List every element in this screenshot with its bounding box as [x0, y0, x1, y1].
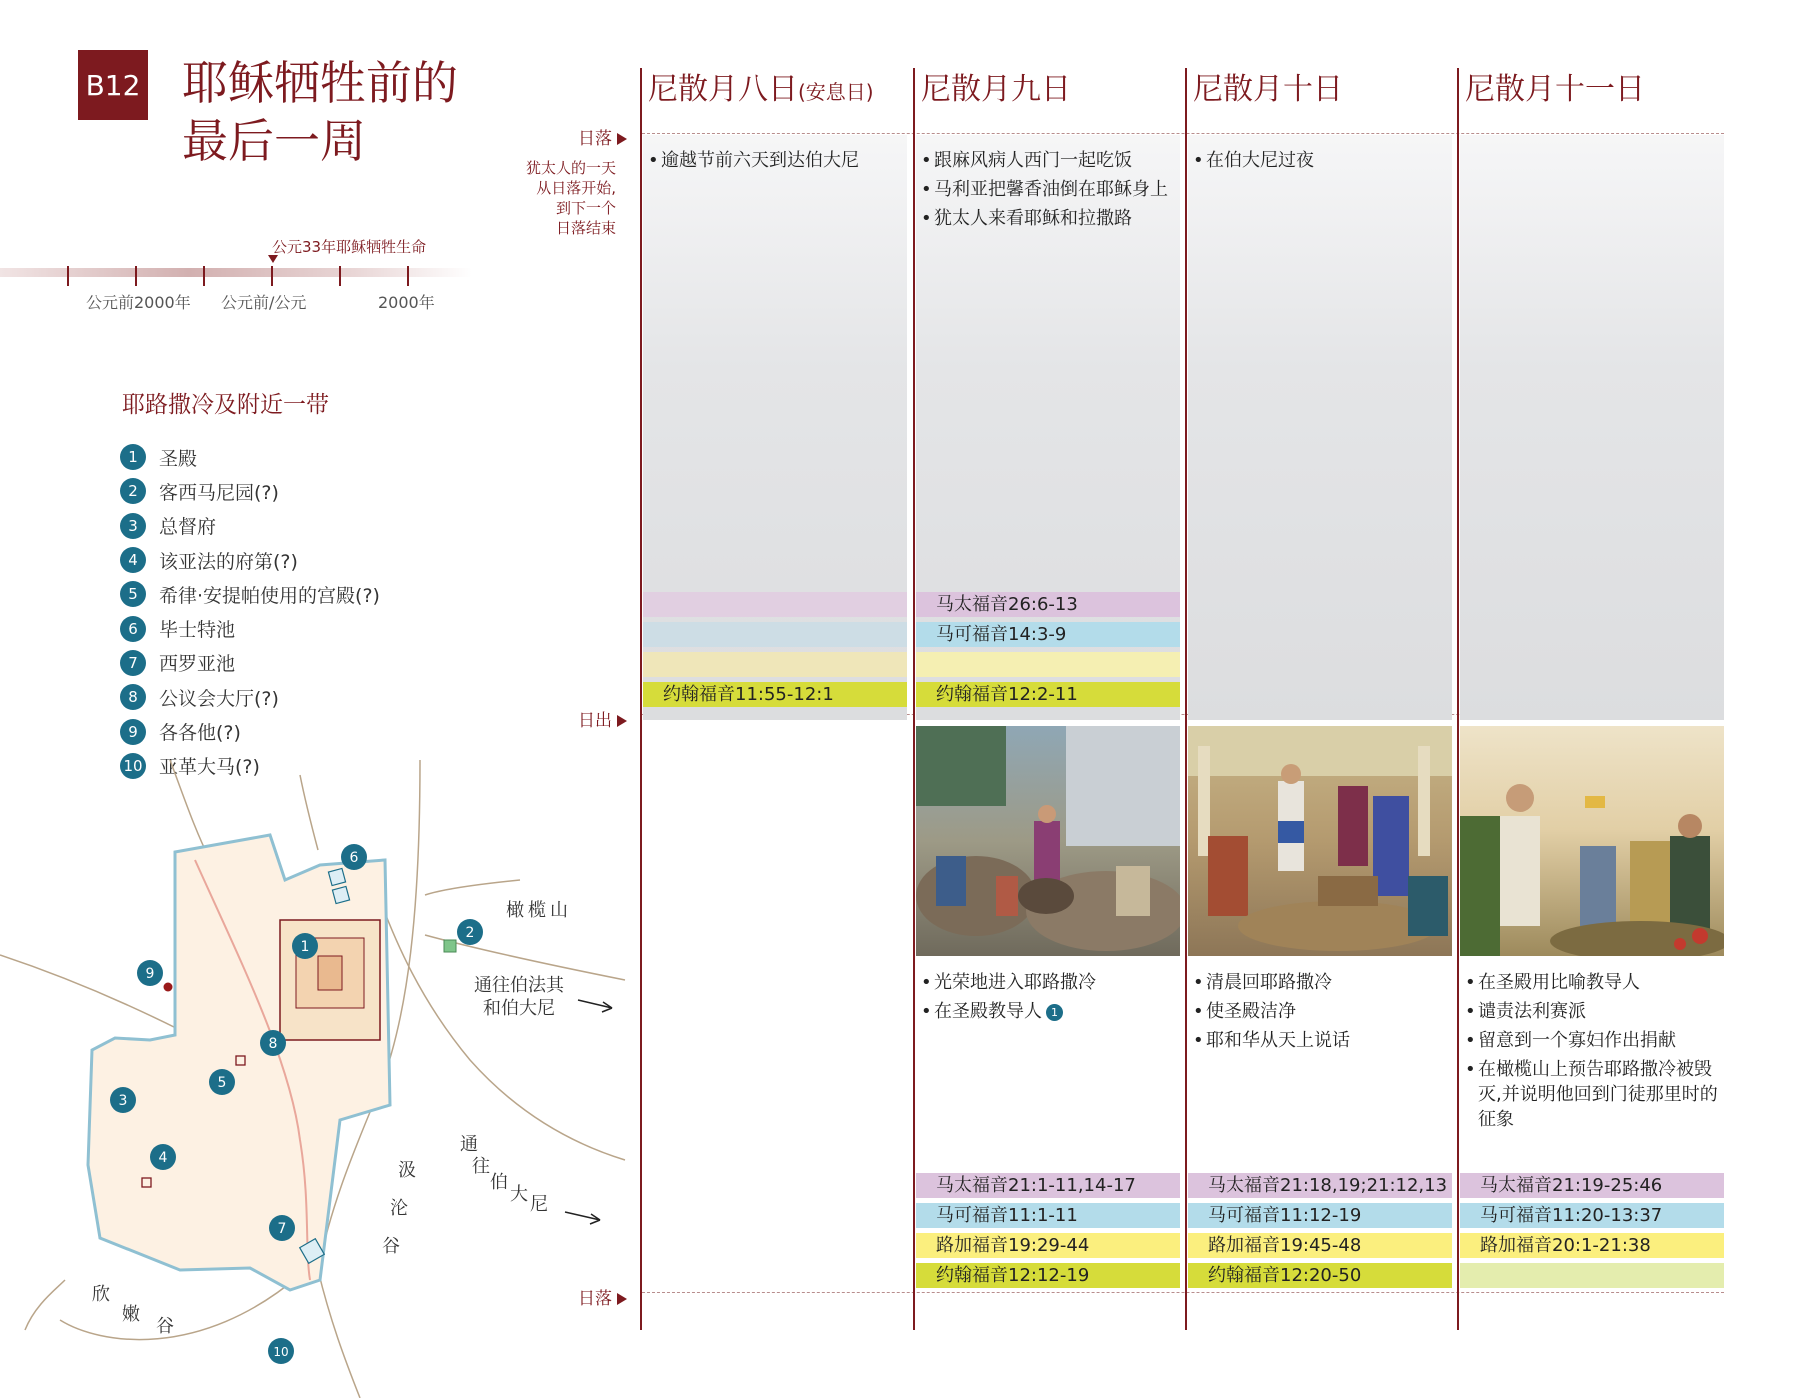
event-item: • 耶和华从天上说话: [1193, 1028, 1448, 1053]
golgotha-dot: [164, 983, 173, 992]
ref-luke: 路加福音19:29-44: [916, 1233, 1180, 1258]
map-title: 耶路撒冷及附近一带: [122, 392, 329, 418]
legend-number: 10: [120, 753, 146, 779]
day-refs-nisan-11: [1460, 1173, 1724, 1288]
event-item: • 跟麻风病人西门一起吃饭: [921, 148, 1171, 173]
sunset-label: 日落: [578, 129, 612, 149]
event-item: • 在圣殿用比喻教导人: [1465, 970, 1720, 995]
road-bethany-char: 伯: [490, 1172, 508, 1193]
column-divider: [1185, 68, 1187, 1330]
ref-john: 约翰福音12:2-11: [916, 682, 1180, 707]
legend-label: 希律·安提帕使用的宫殿(?): [159, 584, 380, 607]
ref-luke-empty: [916, 652, 1180, 677]
kidron-valley-char: 谷: [382, 1236, 400, 1257]
terrain-line: [170, 760, 210, 860]
legend-number: 7: [120, 650, 146, 676]
title-line-2: 最后一周: [182, 114, 366, 168]
hinnom-valley-char: 谷: [156, 1316, 174, 1337]
legend-label: 该亚法的府第(?): [159, 550, 298, 573]
ref-john: 约翰福音12:20-50: [1188, 1263, 1452, 1288]
legend-item: [120, 646, 380, 680]
road-bethany-char: 大: [510, 1184, 528, 1205]
sunset-line: [642, 1292, 1724, 1293]
legend-number: 2: [120, 478, 146, 504]
temple-cleansing-illustration: [1188, 726, 1452, 956]
legend-number: 5: [120, 581, 146, 607]
map-marker-number: 10: [273, 1345, 289, 1359]
note-line: 从日落开始,: [536, 179, 616, 197]
timeline-tick: [135, 266, 137, 286]
temple-sanctuary: [318, 956, 342, 990]
ref-mark-empty: [643, 622, 907, 647]
timeline-tick: [339, 266, 341, 286]
timeline-tick: [67, 266, 69, 286]
ref-mark: 马可福音14:3-9: [916, 622, 1180, 647]
legend-label: 西罗亚池: [159, 653, 236, 676]
column-divider: [913, 68, 915, 1330]
night-refs-nisan-9: [916, 592, 1180, 707]
timeline-tick: [203, 266, 205, 286]
timeline-tick: [271, 266, 273, 286]
legend-number: 1: [120, 444, 146, 470]
map-marker-number: 1: [300, 939, 310, 955]
ref-matthew: 马太福音21:19-25:46: [1460, 1173, 1724, 1198]
timeline-tick: [407, 266, 409, 286]
mount-of-olives-label: 橄榄山: [506, 900, 572, 921]
note-line: 犹太人的一天: [525, 159, 616, 177]
map-marker-number: 4: [158, 1150, 168, 1166]
legend-item: [120, 474, 380, 508]
ref-matthew-empty: [643, 592, 907, 617]
ref-mark: 马可福音11:20-13:37: [1460, 1203, 1724, 1228]
legend-item: [120, 509, 380, 543]
map-marker-number: 9: [145, 966, 155, 982]
legend-number: 3: [120, 513, 146, 539]
column-divider: [640, 68, 642, 1330]
hinnom-valley-char: 欣: [92, 1284, 110, 1305]
map-legend: [120, 440, 380, 783]
event-item: • 逾越节前六天到达伯大尼: [648, 148, 898, 173]
road-bethany-char: 往: [472, 1156, 490, 1177]
day-header-nisan-9: [921, 64, 1071, 108]
day-header-nisan-10: [1193, 64, 1343, 108]
legend-item: [120, 680, 380, 714]
timeline-label: 2000年: [378, 293, 435, 312]
event-item: • 在橄榄山上预告耶路撒冷被毁灭,并说明他回到门徒那里时的征象: [1465, 1057, 1720, 1132]
day-refs-nisan-10: [1188, 1173, 1452, 1288]
timeline-label: 公元前/公元: [221, 293, 307, 312]
note-line: 日落结束: [555, 219, 616, 237]
sunrise-label: 日出: [578, 711, 612, 731]
day-header-nisan-8: [648, 64, 874, 108]
legend-label: 总督府: [159, 516, 217, 539]
pool-bethesda: [328, 868, 345, 885]
night-band: [1188, 135, 1452, 720]
road-label-line: 和伯大尼: [483, 998, 555, 1019]
event-item: • 使圣殿洁净: [1193, 999, 1448, 1024]
ref-john: 约翰福音11:55-12:1: [643, 682, 907, 707]
note-line: 到下一个: [555, 199, 616, 217]
timeline-event-label: 公元33年耶稣牺牲生命: [272, 238, 427, 256]
road-bethphage-label: [474, 974, 564, 1020]
legend-label: 公议会大厅(?): [159, 687, 279, 710]
triumphal-entry-illustration: [916, 726, 1180, 956]
triangle-right-icon: [617, 133, 627, 145]
triangle-right-icon: [617, 715, 627, 727]
column-divider: [1457, 68, 1459, 1330]
day-title: 尼散月十日: [1193, 72, 1343, 107]
legend-label: 客西马尼园(?): [159, 481, 279, 504]
legend-number: 8: [120, 684, 146, 710]
page-title: [182, 54, 458, 170]
night-events-nisan-8: [648, 148, 898, 177]
ref-matthew: 马太福音26:6-13: [916, 592, 1180, 617]
road-bethany-char: 尼: [530, 1194, 548, 1215]
map-marker-number: 3: [118, 1093, 128, 1109]
jewish-day-note: [500, 158, 616, 238]
hinnom-valley-char: 嫩: [122, 1304, 140, 1325]
day-header-nisan-11: [1465, 64, 1645, 108]
event-item: • 留意到一个寡妇作出捐献: [1465, 1028, 1720, 1053]
sunrise-marker: [578, 706, 627, 731]
ref-john-empty: [1460, 1263, 1724, 1288]
legend-label: 亚革大马(?): [159, 756, 260, 779]
event-item: • 光荣地进入耶路撒冷: [921, 970, 1176, 995]
ref-luke: 路加福音20:1-21:38: [1460, 1233, 1724, 1258]
sunset-label: 日落: [578, 1289, 612, 1309]
map-reference-marker: 1: [1046, 1004, 1063, 1021]
terrain-line: [300, 775, 318, 850]
night-band: [1460, 135, 1724, 720]
legend-item: [120, 440, 380, 474]
title-line-1: 耶稣牺牲前的: [182, 56, 458, 110]
legend-number: 6: [120, 616, 146, 642]
mount-of-olives-teaching-illustration: [1460, 726, 1724, 956]
terrain-line: [318, 1270, 360, 1398]
sunset-marker-top: [578, 124, 627, 149]
day-events-nisan-9: [921, 970, 1176, 1028]
legend-item: [120, 714, 380, 748]
legend-label: 圣殿: [159, 447, 198, 470]
event-item: [921, 999, 1176, 1024]
ref-matthew: 马太福音21:18,19;21:12,13: [1188, 1173, 1452, 1198]
night-refs-nisan-8: [643, 592, 907, 707]
pool-bethesda: [332, 886, 349, 903]
gethsemane-garden: [444, 940, 456, 952]
legend-item: [120, 611, 380, 645]
day-events-nisan-11: [1465, 970, 1720, 1136]
era-timeline-bar: [0, 268, 472, 277]
terrain-line: [25, 1280, 65, 1330]
day-subtitle: (安息日): [798, 80, 874, 104]
legend-item: [120, 577, 380, 611]
road-bethany-char: 通: [460, 1134, 478, 1155]
ref-luke: 路加福音19:45-48: [1188, 1233, 1452, 1258]
city-wall: [88, 835, 390, 1290]
sunset-marker-bottom: [578, 1284, 627, 1309]
day-title: 尼散月十一日: [1465, 72, 1645, 107]
road-label-line: 通往伯法其: [474, 975, 564, 996]
legend-number: 9: [120, 719, 146, 745]
event-item: • 谴责法利赛派: [1465, 999, 1720, 1024]
road-to-bethany: [380, 900, 625, 1160]
map-marker-number: 7: [277, 1221, 287, 1237]
day-title: 尼散月九日: [921, 72, 1071, 107]
ref-mark: 马可福音11:1-11: [916, 1203, 1180, 1228]
night-events-nisan-9: [921, 148, 1171, 235]
event-item: • 在伯大尼过夜: [1193, 148, 1443, 173]
triangle-right-icon: [617, 1293, 627, 1305]
ref-matthew: 马太福音21:1-11,14-17: [916, 1173, 1180, 1198]
day-title: 尼散月八日: [648, 72, 798, 107]
day-events-nisan-10: [1193, 970, 1448, 1057]
legend-label: 毕士特池: [159, 619, 236, 642]
map-marker-number: 5: [217, 1075, 227, 1091]
legend-item: [120, 543, 380, 577]
sunset-line: [642, 133, 1724, 134]
kidron-valley-char: 沦: [390, 1198, 408, 1219]
ref-luke-empty: [643, 652, 907, 677]
event-text: 在圣殿教导人: [934, 1001, 1042, 1022]
night-events-nisan-10: [1193, 148, 1443, 177]
event-item: • 马利亚把馨香油倒在耶稣身上: [921, 177, 1171, 202]
chart-code-badge: B12: [78, 50, 148, 120]
map-marker-number: 8: [268, 1036, 278, 1052]
event-item: • 犹太人来看耶稣和拉撒路: [921, 206, 1171, 231]
terrain-line: [425, 880, 520, 895]
map-marker-number: 2: [465, 925, 475, 941]
map-marker-number: 6: [349, 850, 359, 866]
kidron-valley-char: 汲: [398, 1160, 416, 1181]
day-refs-nisan-9: [916, 1173, 1180, 1288]
legend-label: 各各他(?): [159, 722, 241, 745]
timeline-label: 公元前2000年: [86, 293, 191, 312]
legend-number: 4: [120, 547, 146, 573]
event-item: • 清晨回耶路撒冷: [1193, 970, 1448, 995]
ref-mark: 马可福音11:12-19: [1188, 1203, 1452, 1228]
ref-john: 约翰福音12:12-19: [916, 1263, 1180, 1288]
